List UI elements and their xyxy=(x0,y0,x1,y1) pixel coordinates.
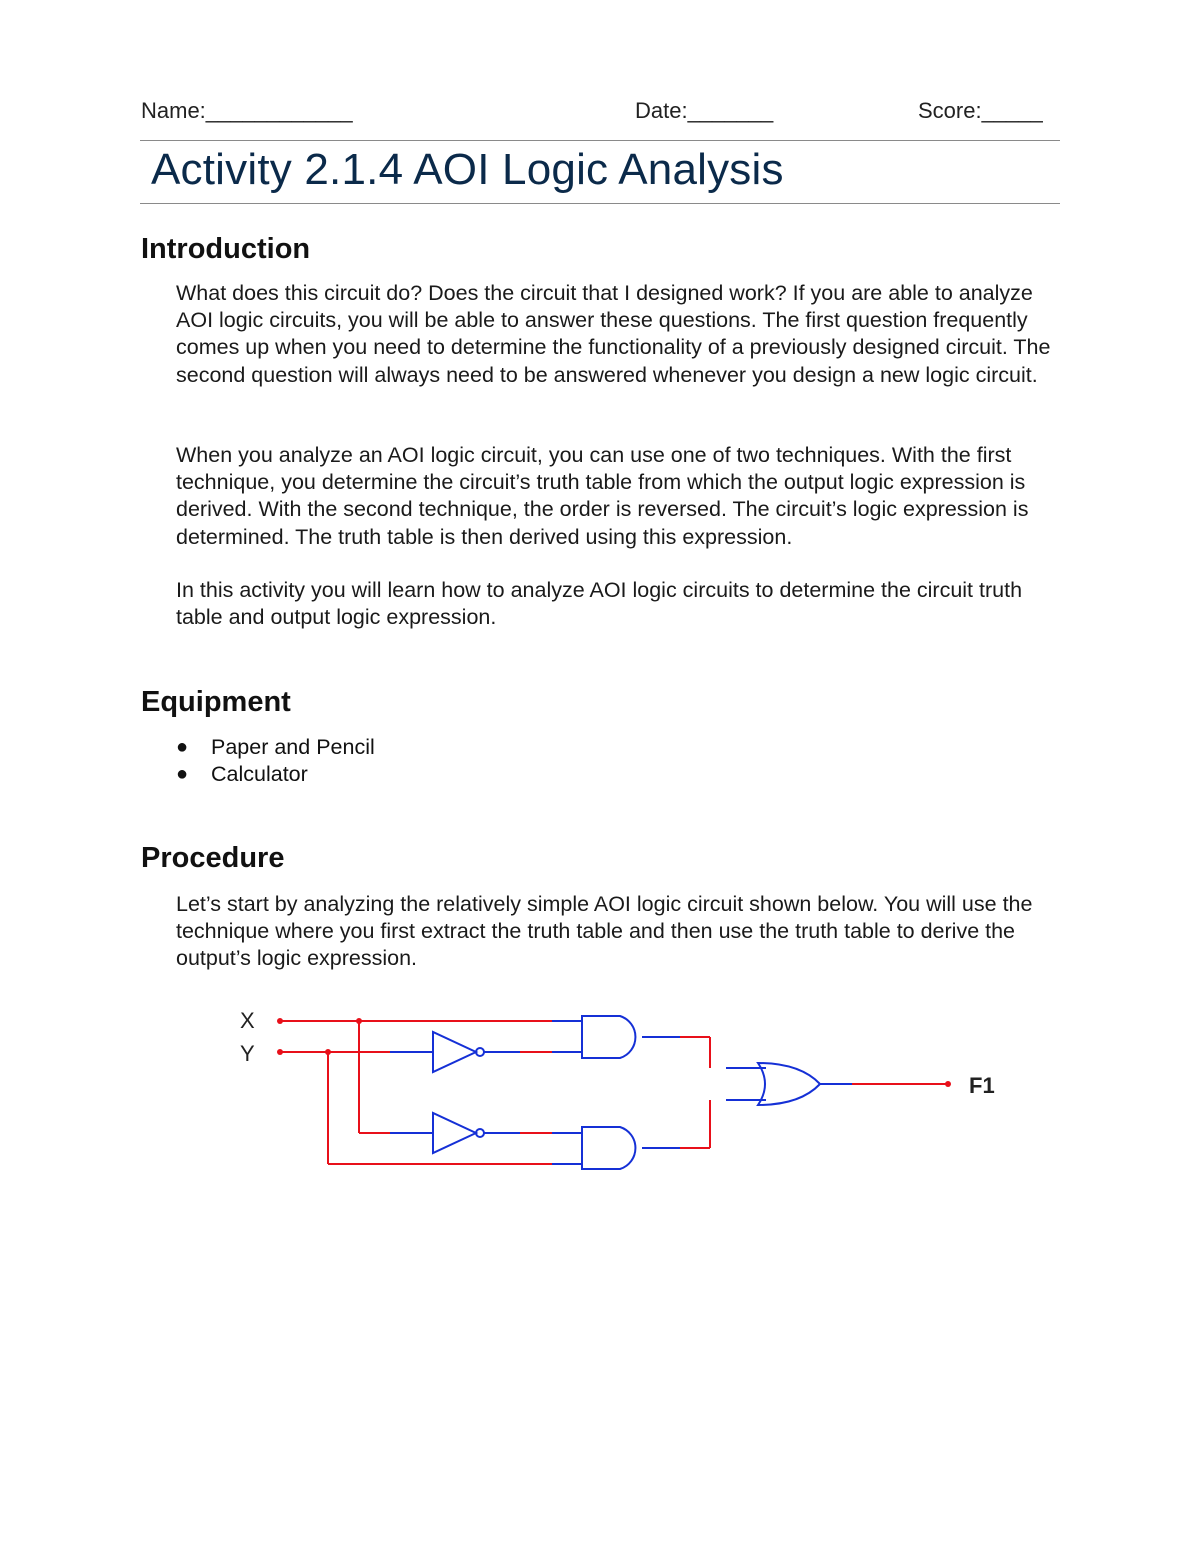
and-gate-top xyxy=(582,1016,635,1058)
equipment-item-label: Paper and Pencil xyxy=(211,735,375,759)
list-item xyxy=(176,734,375,761)
bullet-icon: ● xyxy=(176,763,189,785)
title-bottom-rule xyxy=(140,203,1060,204)
input-label-y: Y xyxy=(240,1041,255,1066)
and-gate-bottom xyxy=(582,1127,635,1169)
page-title: Activity 2.1.4 AOI Logic Analysis xyxy=(151,145,784,194)
intro-paragraph-2: When you analyze an AOI logic circuit, you can use one of two techniques. With the first technique, you determine the circuit’s truth table from which the output logic expression is derived. With the second technique, the order is reversed. The circuit’s logic expression is determined. The truth table is then derived using this expression. xyxy=(176,443,1029,549)
procedure-paragraph: Let’s start by analyzing the relatively simple AOI logic circuit shown below. You will use the technique where you first extract the truth table and then use the truth table to derive the output’s logic expression. xyxy=(176,892,1033,971)
inverter-gate-top xyxy=(433,1032,476,1072)
equipment-list xyxy=(176,734,375,788)
procedure-heading: Procedure xyxy=(141,842,285,874)
name-field: Name:____________ xyxy=(141,98,353,123)
intro-paragraph-1: What does this circuit do? Does the circuit that I designed work? If you are able to analyze AOI logic circuits, you will be able to answer these questions. The first question frequently comes up when you need to determine the functionality of a previously designed circuit. The second question will always need to be answered whenever you design a new logic circuit. xyxy=(176,281,1051,387)
bullet-icon: ● xyxy=(176,736,189,758)
list-item xyxy=(176,761,375,788)
output-label-f1: F1 xyxy=(969,1073,995,1098)
intro-paragraph-3: In this activity you will learn how to analyze AOI logic circuits to determine the circuit truth table and output logic expression. xyxy=(176,578,1023,630)
equipment-heading: Equipment xyxy=(141,686,291,718)
title-top-rule xyxy=(140,140,1060,141)
equipment-item-label: Calculator xyxy=(211,762,308,786)
logic-gates xyxy=(390,1016,852,1169)
inverter-gate-bottom xyxy=(433,1113,476,1153)
introduction-heading: Introduction xyxy=(141,233,311,265)
input-label-x: X xyxy=(240,1008,255,1033)
aoi-circuit-diagram xyxy=(230,1000,1010,1190)
or-gate xyxy=(758,1063,820,1105)
input-wires xyxy=(280,1021,948,1164)
date-field: Date:_______ xyxy=(635,98,774,123)
score-field: Score:_____ xyxy=(918,98,1043,123)
